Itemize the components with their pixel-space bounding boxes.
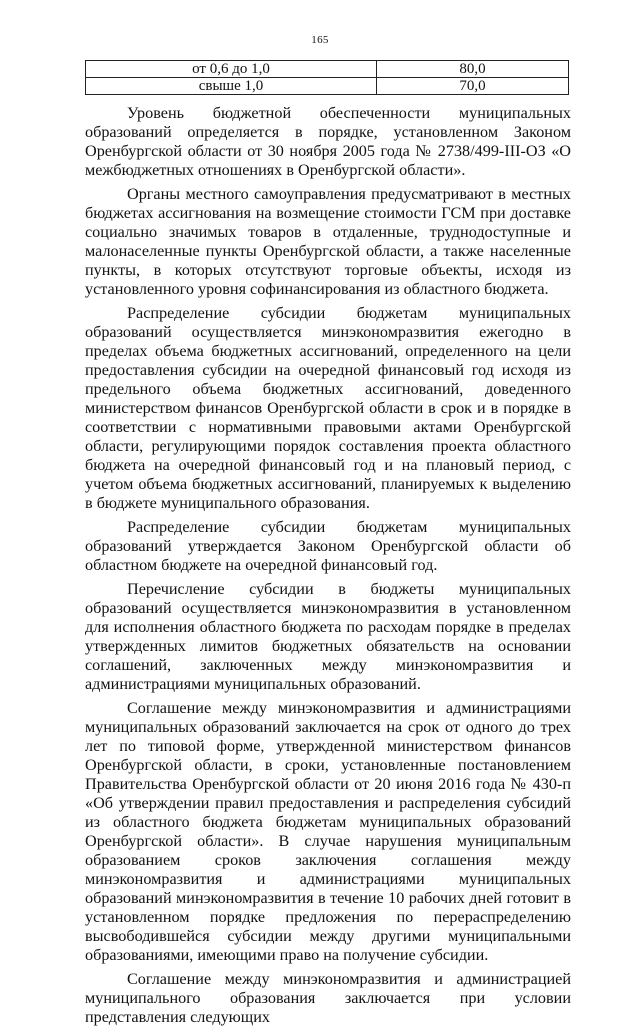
paragraph: Соглашение между минэкономразвития и администрациями муниципальных образований заключается на срок от одного до трех лет по типовой форме, утвержденной министерством финансов Оренбургской области, в сроки, установленные постановлением Правительства Оренбургской области от 20 июня 2016 года № 430-п «Об утверждении правил предоставления и распределения субсидий из областного бюджета бюджетам муниципальных образований Оренбургской области». В случае нарушения муниципальным образованием сроков заключения соглашения между минэкономразвития и администрациями муниципальных образований минэкономразвития в течение 10 рабочих дней готовит в установленном порядке предложения по перераспределению высвободившейся субсидии между другими муниципальными образованиями, имеющими право на получение субсидии. xyxy=(85,699,571,964)
table-cell-range: от 0,6 до 1,0 xyxy=(86,61,377,78)
rate-table xyxy=(85,60,569,95)
paragraph: Органы местного самоуправления предусматривают в местных бюджетах ассигнования на возмещение стоимости ГСМ при доставке социально значимых товаров в отдаленные, труднодоступные и малонаселенные пункты Оренбургской области, а также населенные пункты, в которых отсутствуют торговые объекты, исходя из установленного уровня софинансирования из областного бюджета. xyxy=(85,185,571,298)
document-body xyxy=(85,104,571,1032)
table-row xyxy=(86,78,569,95)
paragraph: Соглашение между минэкономразвития и администрацией муниципального образования заключается при условии представления следующих xyxy=(85,970,571,1026)
paragraph: Распределение субсидии бюджетам муниципальных образований утверждается Законом Оренбургской области об областном бюджете на очередной финансовый год. xyxy=(85,518,571,574)
table-cell-value: 70,0 xyxy=(377,78,569,95)
table-row xyxy=(86,61,569,78)
paragraph: Перечисление субсидии в бюджеты муниципальных образований осуществляется минэкономразвития в установленном для исполнения областного бюджета по расходам порядке в пределах утвержденных лимитов бюджетных обязательств на основании соглашений, заключенных между минэкономразвития и администрациями муниципальных образований. xyxy=(85,580,571,693)
paragraph: Уровень бюджетной обеспеченности муниципальных образований определяется в порядке, установленном Законом Оренбургской области от 30 ноября 2005 года № 2738/499-III-ОЗ «О межбюджетных отношениях в Оренбургской области». xyxy=(85,104,571,179)
table-cell-value: 80,0 xyxy=(377,61,569,78)
paragraph: Распределение субсидии бюджетам муниципальных образований осуществляется минэкономразвития ежегодно в пределах объема бюджетных ассигнований, определенного на цели предоставления субсидии на очередной финансовый год исходя из предельного объема бюджетных ассигнований, доведенного министерством финансов Оренбургской области в срок и в порядке в соответствии с нормативными правовыми актами Оренбургской области, регулирующими порядок составления проекта областного бюджета на очередной финансовый год и на плановый период, с учетом объема бюджетных ассигнований, планируемых к выделению в бюджете муниципального образования. xyxy=(85,304,571,512)
table-cell-range: свыше 1,0 xyxy=(86,78,377,95)
page-number: 165 xyxy=(311,34,329,46)
